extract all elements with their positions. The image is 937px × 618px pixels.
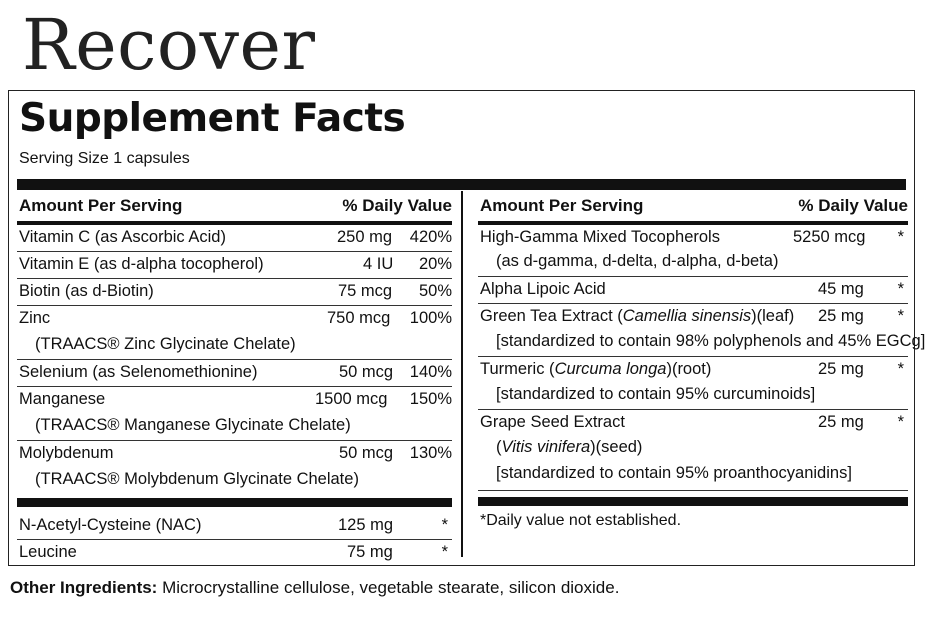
nutrient-name: High-Gamma Mixed Tocopherols [480, 228, 720, 246]
nutrient-name: Manganese [19, 390, 106, 408]
nutrient-name: Selenium (as Selenomethionine) [19, 363, 258, 381]
nutrient-amount: 75 mcg [338, 282, 393, 300]
nutrient-row [478, 277, 908, 304]
nutrient-dv: 130% [409, 444, 452, 462]
nutrient-amount: 25 mg [818, 360, 864, 378]
amount-per-serving-heading: Amount Per Serving [19, 196, 183, 215]
nutrient-source: (TRAACS® Molybdenum Glycinate Chelate) [35, 470, 359, 488]
nutrient-name: Biotin (as d-Biotin) [19, 282, 154, 300]
name-prefix: Turmeric ( [480, 360, 555, 378]
plant-part [496, 438, 642, 457]
nutrient-amount: 5250 mcg [793, 228, 866, 246]
nutrient-amount: 25 mg [818, 413, 864, 431]
nutrient-source: [standardized to contain 98% polyphenols and 45% EGCg] [496, 332, 926, 350]
serving-size: Serving Size 1 capsules [19, 150, 190, 167]
nutrient-row [17, 441, 452, 494]
nutrient-name [480, 360, 711, 379]
thick-divider [17, 179, 906, 190]
sub-suffix: )(seed) [590, 438, 643, 456]
nutrient-amount: 125 mg [338, 516, 394, 534]
amount-per-serving-heading: Amount Per Serving [480, 196, 644, 215]
name-suffix: )(leaf) [751, 307, 795, 325]
nutrient-dv: 50% [418, 282, 452, 300]
daily-value-heading: % Daily Value [798, 196, 908, 215]
nutrient-amount: 1500 mcg [315, 390, 388, 408]
latin-name: Curcuma longa [554, 360, 667, 378]
other-ingredients-label: Other Ingredients: [10, 578, 158, 597]
nutrient-amount: 750 mcg [327, 309, 391, 327]
daily-value-heading: % Daily Value [342, 196, 452, 215]
footnote: *Daily value not established. [480, 512, 682, 529]
nutrient-dv: * [441, 543, 448, 561]
nutrient-row [478, 304, 926, 357]
section-divider [478, 497, 908, 506]
nutrient-dv: * [897, 360, 904, 378]
nutrient-name: Zinc [19, 309, 51, 327]
nutrient-name: Molybdenum [19, 444, 114, 462]
product-name: Recover [22, 4, 316, 86]
nutrient-amount: 25 mg [818, 307, 864, 325]
nutrient-amount: 50 mcg [339, 363, 394, 381]
nutrient-source: (TRAACS® Manganese Glycinate Chelate) [35, 416, 351, 434]
nutrient-row [17, 513, 452, 540]
nutrient-dv: * [897, 307, 904, 325]
nutrient-name: Leucine [19, 543, 77, 561]
nutrient-row [17, 306, 452, 360]
nutrient-row [478, 225, 908, 277]
section-divider [17, 498, 452, 507]
nutrient-name: N-Acetyl-Cysteine (NAC) [19, 516, 202, 534]
nutrient-row [478, 357, 908, 410]
nutrient-amount: 4 IU [363, 255, 394, 273]
nutrient-amount: 50 mcg [339, 444, 394, 462]
latin-name: Camellia sinensis [622, 307, 752, 325]
name-prefix: Green Tea Extract ( [480, 307, 623, 325]
nutrient-source: (as d-gamma, d-delta, d-alpha, d-beta) [496, 252, 779, 270]
nutrient-row [478, 410, 908, 491]
nutrient-source: [standardized to contain 95% curcuminoids] [496, 385, 816, 403]
nutrient-row [17, 252, 452, 279]
right-header [478, 191, 908, 225]
supplement-facts-panel [8, 90, 926, 566]
nutrient-dv: 20% [418, 255, 452, 273]
nutrient-dv: 140% [409, 363, 452, 381]
nutrient-dv: * [897, 228, 904, 246]
nutrient-name: Vitamin E (as d-alpha tocopherol) [19, 255, 264, 273]
other-ingredients-text: Microcrystalline cellulose, vegetable stearate, silicon dioxide. [157, 578, 620, 597]
nutrient-row [17, 279, 452, 306]
nutrient-source: (TRAACS® Zinc Glycinate Chelate) [35, 335, 296, 353]
nutrient-name [480, 307, 794, 326]
other-ingredients [10, 578, 619, 598]
left-header [17, 191, 452, 225]
nutrient-source: [standardized to contain 95% proanthocyanidins] [496, 464, 852, 482]
nutrient-row [17, 387, 452, 441]
nutrient-dv: * [897, 280, 904, 298]
nutrient-row [17, 225, 452, 252]
nutrient-amount: 45 mg [818, 280, 864, 298]
nutrient-dv: 420% [409, 228, 452, 246]
nutrient-name: Vitamin C (as Ascorbic Acid) [19, 228, 226, 246]
column-divider [461, 191, 463, 557]
name-suffix: )(root) [666, 360, 712, 378]
sub-prefix: ( [496, 438, 502, 456]
nutrient-amount: 250 mg [337, 228, 393, 246]
right-column [478, 191, 926, 530]
nutrient-amount: 75 mg [347, 543, 393, 561]
panel-title: Supplement Facts [19, 96, 406, 141]
nutrient-dv: 150% [409, 390, 452, 408]
nutrient-name: Alpha Lipoic Acid [480, 280, 606, 298]
nutrient-row [17, 360, 452, 387]
nutrient-dv: * [441, 516, 448, 534]
nutrient-dv: 100% [409, 309, 452, 327]
nutrient-row [17, 540, 452, 566]
latin-name: Vitis vinifera [501, 438, 591, 456]
nutrient-dv: * [897, 413, 904, 431]
left-column [17, 191, 452, 566]
nutrient-name: Grape Seed Extract [480, 413, 625, 431]
